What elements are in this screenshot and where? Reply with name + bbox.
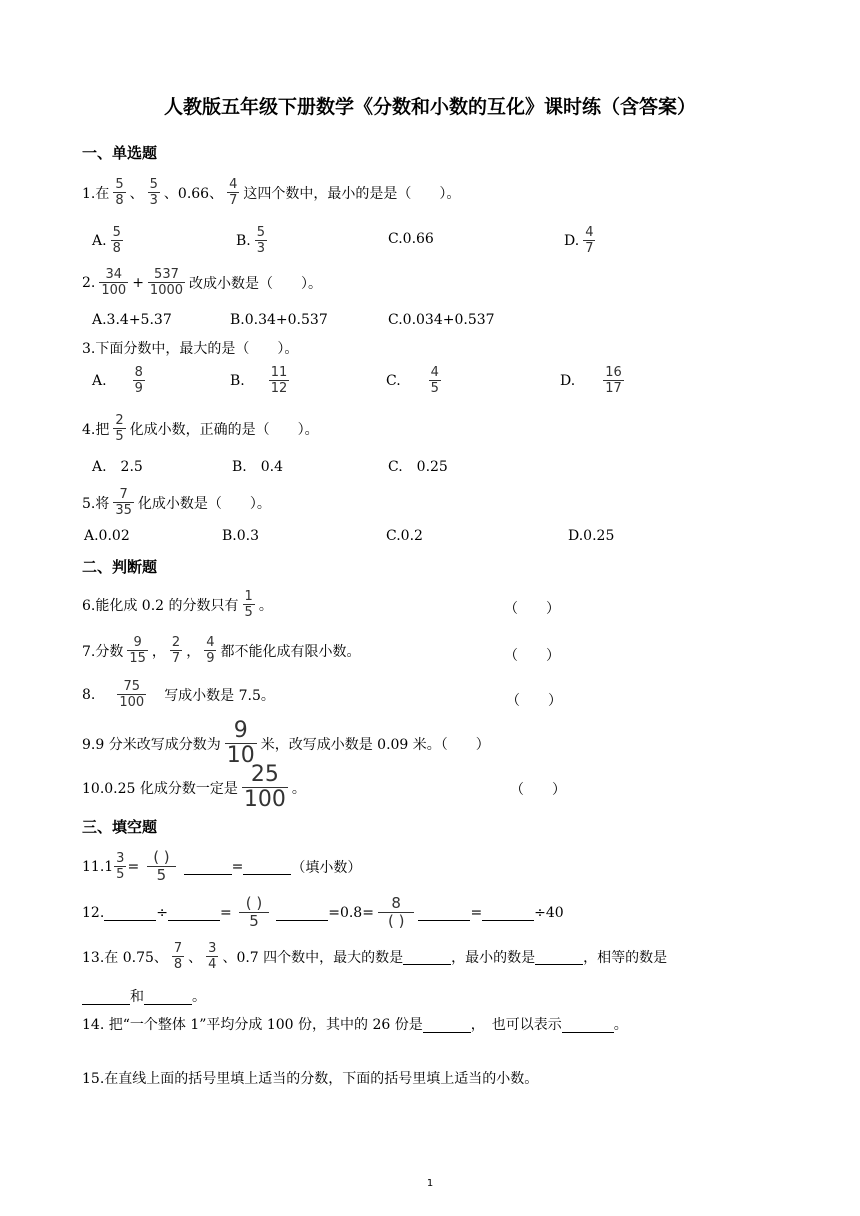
denominator: 5 <box>116 867 125 882</box>
fraction <box>204 636 216 665</box>
numerator: 8 <box>134 365 143 380</box>
denominator: 10 <box>226 743 255 768</box>
denominator: 100 <box>243 787 286 812</box>
answer-parentheses[interactable]: （ ） <box>504 601 560 617</box>
question-2-suffix: 改成小数是（ ）。 <box>189 275 323 292</box>
question-14 <box>82 1014 628 1034</box>
denominator: 5 <box>430 381 439 396</box>
numerator: 5 <box>115 177 124 192</box>
fraction <box>236 896 272 929</box>
option-a[interactable]: A.0.02 <box>84 528 130 544</box>
fraction <box>117 680 146 709</box>
question-9 <box>82 720 490 767</box>
numerator: 25 <box>250 762 279 787</box>
denominator: 15 <box>129 651 146 666</box>
option-c[interactable]: C.0.66 <box>388 231 434 247</box>
question-5 <box>82 488 271 517</box>
fraction <box>172 942 184 971</box>
question-13-text: 和 <box>130 989 144 1005</box>
option-d[interactable]: D.0.25 <box>568 528 615 544</box>
equals-sign: = <box>127 858 140 875</box>
equals-sign: = <box>220 904 232 921</box>
separator: ， <box>151 643 166 660</box>
answer-blank[interactable] <box>276 904 328 921</box>
answer-blank[interactable] <box>104 904 156 921</box>
separator: 、 <box>188 949 203 966</box>
fraction <box>148 178 160 207</box>
answer-blank[interactable] <box>243 858 291 875</box>
numerator: 5 <box>112 225 121 240</box>
numerator: 537 <box>154 267 179 282</box>
denominator: 7 <box>229 193 238 208</box>
option-b[interactable] <box>236 226 271 255</box>
question-8 <box>82 680 275 709</box>
numerator[interactable]: ( ) <box>245 894 263 912</box>
question-4-suffix: 化成小数，正确的是（ ）。 <box>129 421 319 438</box>
denominator: 7 <box>585 241 594 256</box>
answer-blank[interactable] <box>82 988 130 1005</box>
answer-blank[interactable] <box>482 904 534 921</box>
fraction <box>378 896 414 929</box>
answer-blank[interactable] <box>535 948 583 965</box>
numerator: 8 <box>391 894 401 912</box>
option-c[interactable]: C.0.2 <box>386 528 423 544</box>
denominator: 5 <box>244 605 253 620</box>
question-10 <box>82 764 306 811</box>
denominator: 5 <box>115 429 124 444</box>
fraction <box>143 850 179 883</box>
question-12-suffix: ÷40 <box>534 904 564 921</box>
numerator: 7 <box>173 941 183 956</box>
separator: 、0.66、 <box>163 185 224 202</box>
option-label: B. <box>236 232 251 249</box>
answer-blank[interactable] <box>168 904 220 921</box>
denominator: 4 <box>208 957 217 972</box>
question-13-text: 、0.7 四个数中，最大的数是 <box>222 949 404 966</box>
numerator: 2 <box>171 635 181 650</box>
numerator: 1 <box>244 589 253 604</box>
equals-sign: = <box>231 858 244 875</box>
denominator: 35 <box>115 503 132 518</box>
denominator: 1000 <box>149 283 184 298</box>
fraction <box>127 636 148 665</box>
question-9-prefix: 9.9 分米改写成分数为 <box>82 736 221 753</box>
question-13-text: 。 <box>192 989 206 1005</box>
option-label: D. <box>564 232 580 249</box>
question-5-prefix: 5.将 <box>82 495 110 512</box>
question-8-prefix: 8. <box>82 686 96 703</box>
question-6-suffix: 。 <box>258 597 273 614</box>
option-a[interactable]: A.3.4+5.37 <box>92 312 172 328</box>
option-a[interactable] <box>92 226 127 255</box>
answer-parentheses[interactable]: （ ） <box>510 782 566 798</box>
question-14-prefix: 14. 把“一个整体 1”平均分成 100 份，其中的 26 份是 <box>82 1017 423 1033</box>
plus-sign: + <box>132 274 144 291</box>
question-13-prefix: 13.在 0.75、 <box>82 949 168 966</box>
answer-blank[interactable] <box>403 948 451 965</box>
answer-parentheses[interactable]: （ ） <box>504 648 560 664</box>
option-b[interactable]: B. 0.4 <box>232 459 284 475</box>
numerator: 4 <box>229 177 238 192</box>
option-c[interactable]: C. 0.25 <box>388 459 448 475</box>
fraction <box>113 414 125 443</box>
question-3: 3.下面分数中，最大的是（ ）。 <box>82 341 299 357</box>
denominator: 7 <box>171 651 181 666</box>
question-13-text: ，最小的数是 <box>451 949 536 966</box>
numerator[interactable]: ( ) <box>153 848 170 866</box>
section-heading-true-false: 二、判断题 <box>82 558 158 576</box>
question-14-text: 。 <box>613 1017 628 1033</box>
numerator: 9 <box>233 718 248 743</box>
question-8-suffix: 写成小数是 7.5。 <box>164 687 275 704</box>
question-14-text: ， 也可以表示 <box>470 1017 562 1033</box>
question-13-line-2 <box>82 986 206 1006</box>
numerator: 11 <box>270 365 288 380</box>
denominator: 9 <box>206 651 215 666</box>
separator: ， <box>186 643 201 660</box>
fraction <box>111 226 123 255</box>
option-label: D. <box>560 372 576 389</box>
option-a[interactable] <box>92 366 149 395</box>
answer-blank[interactable] <box>562 1016 614 1033</box>
separator: 、 <box>129 185 144 202</box>
equation-middle: =0.8= <box>328 904 374 921</box>
denominator: 100 <box>101 283 127 298</box>
division-sign: ÷ <box>156 904 168 921</box>
fraction <box>603 366 624 395</box>
answer-blank[interactable] <box>423 1016 471 1033</box>
question-2 <box>82 268 322 297</box>
question-12-prefix: 12. <box>82 904 105 921</box>
question-6-prefix: 6.能化成 0.2 的分数只有 <box>82 597 239 614</box>
fraction <box>225 720 257 767</box>
denominator: 17 <box>605 381 622 396</box>
fraction <box>243 590 255 619</box>
section-heading-fill-in: 三、填空题 <box>82 818 158 836</box>
fraction <box>255 226 267 255</box>
numerator: 75 <box>123 679 141 694</box>
denominator: 3 <box>256 241 266 256</box>
fraction <box>113 178 125 207</box>
numerator: 5 <box>149 177 158 192</box>
question-7 <box>82 636 360 665</box>
fraction <box>269 366 290 395</box>
option-a[interactable]: A. 2.5 <box>92 459 143 475</box>
answer-blank[interactable] <box>418 904 470 921</box>
question-11-prefix: 11.1 <box>82 858 114 875</box>
numerator: 34 <box>105 267 123 282</box>
fraction <box>148 268 185 297</box>
question-13-text: ，相等的数是 <box>583 949 668 966</box>
option-b[interactable] <box>230 366 293 395</box>
question-4-prefix: 4.把 <box>82 421 110 438</box>
numerator: 2 <box>115 413 124 428</box>
numerator: 7 <box>119 487 128 502</box>
option-label: C. <box>386 372 401 389</box>
fraction <box>429 366 441 395</box>
question-9-suffix: 米，改写成小数是 0.09 米。（ ） <box>260 736 490 753</box>
option-label: A. <box>92 232 107 249</box>
question-11 <box>82 850 361 883</box>
fraction <box>133 366 145 395</box>
denominator: 8 <box>115 193 124 208</box>
denominator: 5 <box>147 866 177 883</box>
fraction <box>227 178 239 207</box>
numerator: 4 <box>206 635 215 650</box>
answer-blank[interactable] <box>184 858 232 875</box>
fraction <box>170 636 182 665</box>
option-b[interactable]: B.0.34+0.537 <box>230 312 328 328</box>
fraction <box>113 488 134 517</box>
question-7-suffix: 都不能化成有限小数。 <box>220 643 361 660</box>
page-title: 人教版五年级下册数学《分数和小数的互化》课时练（含答案） <box>163 96 696 118</box>
numerator: 4 <box>430 365 439 380</box>
mixed-fraction-part <box>114 852 126 881</box>
numerator: 9 <box>133 635 142 650</box>
option-label: B. <box>230 372 245 389</box>
numerator: 5 <box>256 225 266 240</box>
numerator: 16 <box>605 365 622 380</box>
denominator[interactable]: ( ) <box>378 912 414 929</box>
question-2-prefix: 2. <box>82 274 96 291</box>
denominator: 5 <box>239 912 269 929</box>
option-label: A. <box>92 372 107 389</box>
denominator: 3 <box>149 193 158 208</box>
question-1-prefix: 1.在 <box>82 185 110 202</box>
fraction <box>583 226 595 255</box>
equals-sign: = <box>470 904 483 921</box>
fraction <box>206 942 218 971</box>
option-c[interactable] <box>386 366 445 395</box>
question-13 <box>82 942 667 971</box>
question-10-suffix: 。 <box>291 780 306 797</box>
denominator: 12 <box>270 381 288 396</box>
question-1-suffix: 这四个数中，最小的是是（ ）。 <box>243 185 461 202</box>
question-7-prefix: 7.分数 <box>82 643 124 660</box>
question-10-prefix: 10.0.25 化成分数一定是 <box>82 780 238 797</box>
denominator: 9 <box>134 381 143 396</box>
page-number: 1 <box>426 1178 434 1189</box>
denominator: 8 <box>112 241 121 256</box>
option-c[interactable]: C.0.034+0.537 <box>388 312 495 328</box>
numerator: 3 <box>116 851 125 866</box>
question-5-suffix: 化成小数是（ ）。 <box>137 495 271 512</box>
denominator: 100 <box>119 695 145 710</box>
question-6 <box>82 590 273 619</box>
answer-blank[interactable] <box>144 988 192 1005</box>
question-1 <box>82 178 460 207</box>
numerator: 4 <box>585 225 594 240</box>
question-11-suffix: （填小数） <box>291 859 362 876</box>
numerator: 3 <box>208 941 217 956</box>
denominator: 8 <box>173 957 183 972</box>
question-12 <box>82 896 564 929</box>
fraction <box>99 268 128 297</box>
question-4 <box>82 414 319 443</box>
fraction <box>242 764 288 811</box>
option-d[interactable] <box>560 366 628 395</box>
answer-parentheses[interactable]: （ ） <box>506 693 562 709</box>
option-d[interactable] <box>564 226 599 255</box>
section-heading-single-choice: 一、单选题 <box>82 144 158 162</box>
question-15: 15.在直线上面的括号里填上适当的分数，下面的括号里填上适当的小数。 <box>82 1071 539 1087</box>
option-b[interactable]: B.0.3 <box>222 528 260 544</box>
